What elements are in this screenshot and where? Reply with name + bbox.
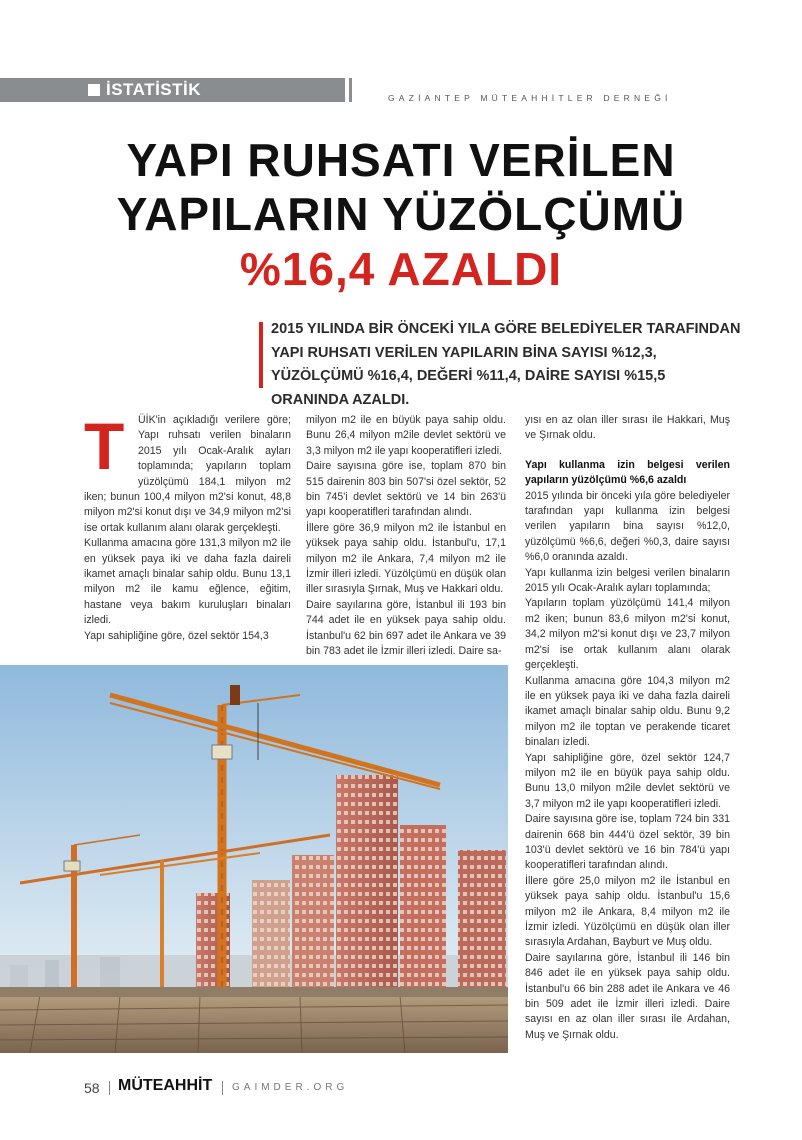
article-column-3 <box>525 413 730 1043</box>
article-column-1 <box>84 409 291 644</box>
paragraph: Yapı kullanma izin belgesi verilen binaların 2015 yılı Ocak-Aralık ayları toplamında; <box>525 566 730 595</box>
paragraph: Yapı sahipliğine göre, özel sektör 124,7 milyon m2 ile en büyük paya sahip oldu. Bunu 13,0 milyon m2ile devlet sektörü ve 3,7 milyon m2 ile yapı kooperatifleri izledi. <box>525 751 730 810</box>
paragraph: Daire sayısına göre ise, toplam 870 bin 515 dairenin 803 bin 507'si özel sektör, 52 bin 745'i devlet sektörü ve 14 bin 263'ü yapı kooperatifleri tarafından alındı. <box>306 460 506 519</box>
magazine-logo: MÜTEAHHİT <box>118 1077 213 1094</box>
drop-cap: T <box>84 409 125 483</box>
section-label: İSTATİSTİK <box>106 80 202 99</box>
square-bullet-icon <box>88 84 100 96</box>
headline-line-2: YAPILARIN YÜZÖLÇÜMÜ <box>116 188 686 240</box>
paragraph: İllere göre 25,0 milyon m2 ile İstanbul en yüksek paya sahip oldu. İstanbul'u 15,6 milyon m2 ile Ankara, 8,4 milyon m2 ile İzmir izledi. Yüzölçümü en düşük olan iller sırasıyla Ardahan, Bayburt ve Muş oldu. <box>525 874 730 949</box>
headline-line-1: YAPI RUHSATI VERİLEN <box>126 134 676 186</box>
paragraph: milyon m2 ile en büyük paya sahip oldu. Bunu 26,4 milyon m2ile devlet sektörü ve 3,3 milyon m2 ile yapı kooperatifleri izledi. <box>306 414 506 457</box>
footer-divider <box>109 1081 110 1095</box>
paragraph: Daire sayısına göre ise, toplam 724 bin 331 dairenin 668 bin 444'ü özel sektör, 39 bin 103'ü devlet sektörü ve 16 bin 784'ü yapı kooperatifleri tarafından alındı. <box>525 813 730 872</box>
paragraph: Yapı sahipliğine göre, özel sektör 154,3 <box>84 629 269 642</box>
lead-accent-bar <box>259 322 263 388</box>
website-link[interactable]: GAIMDER.ORG <box>232 1082 349 1093</box>
association-name: GAZİANTEP MÜTEAHHİTLER DERNEĞİ <box>388 93 672 103</box>
paragraph: Kullanma amacına göre 104,3 milyon m2 ile en yüksek paya iki ve daha fazla daireli ikamet amaçlı binalar sahip oldu. Bunu 9,2 milyon m2 ile toptan ve perakende ticaret binaları izledi. <box>525 674 730 749</box>
footer-divider <box>222 1081 223 1095</box>
paragraph: yısı en az olan iller sırası ile Hakkari, Muş ve Şırnak oldu. <box>525 414 730 442</box>
headline-line-3: %16,4 AZALDI <box>239 243 563 295</box>
section-divider <box>349 78 352 102</box>
paragraph: ÜİK'in açıkladığı verilere göre; Yapı ruhsatı verilen binaların 2015 yılı Ocak-Aralık ayları toplamında; yapıların toplam yüzölçümü 184,1 milyon m2 iken; bunun 100,4 milyon m2'si konut, 48,8 milyon m2'si konut dışı ve 34,9 milyon m2'si ise ortak kullanım alanı olarak gerçekleşti. <box>84 414 291 534</box>
article-column-2 <box>306 413 506 660</box>
paragraph: Kullanma amacına göre 131,3 milyon m2 ile en yüksek paya iki ve daha fazla daireli ikamet amaçlı binalar sahip oldu. Bunu 13,1 milyon m2 ile kamu eğlence, eğitim, hastane veya bakım kuruluşları binaları izledi. <box>84 537 291 627</box>
subheading: Yapı kullanma izin belgesi verilen yapıların yüzölçümü %6,6 azaldı <box>525 458 730 487</box>
construction-illustration <box>0 665 508 1053</box>
paragraph: Daire sayılarına göre, İstanbul ili 193 bin 744 adet ile en yüksek paya sahip oldu. İstanbul'u 62 bin 697 adet ile Ankara ve 39 bin 783 adet ile İzmir illeri izledi. Daire sa- <box>306 598 506 658</box>
construction-photo <box>0 665 508 1053</box>
paragraph: 2015 yılında bir önceki yıla göre belediyeler tarafından yapı kullanma izin belgesi verilen yapıların bina sayısı %12,0, yüzölçümü %6,6, değeri %0,3, daire sayısı %6,0 oranında azaldı. <box>525 489 730 564</box>
lead-paragraph: 2015 YILINDA BİR ÖNCEKİ YILA GÖRE BELEDİYELER TARAFINDAN YAPI RUHSATI VERİLEN YAPILARIN BİNA SAYISI %12,3, YÜZÖLÇÜMÜ %16,4, DEĞERİ %11,4, DAİRE SAYISI %15,5 ORANINDA AZALDI. <box>271 321 741 408</box>
paragraph: Daire sayılarına göre, İstanbul ili 146 bin 846 adet ile en yüksek paya sahip oldu. İstanbul'u 66 bin 288 adet ile Ankara ve 46 bin 509 adet ile İzmir illeri izledi. Daire sayısı en az olan iller sırası ile Ardahan, Muş ve Şırnak oldu. <box>525 951 730 1041</box>
paragraph: Yapıların toplam yüzölçümü 141,4 milyon m2 iken; bunun 83,6 milyon m2'si konut, 34,2 milyon m2'si konut dışı ve 23,7 milyon m2'si ise ortak kullanım alanı olarak gerçekleşti. <box>525 597 730 672</box>
paragraph: İllere göre 36,9 milyon m2 ile İstanbul en yüksek paya sahip oldu. İstanbul'u, 17,1 milyon m2 ile Ankara, 7,4 milyon m2 ile İzmir illeri izledi. Yüzölçümü en düşük olan iller sırasıyla Şırnak, Muş ve Hakkari oldu. <box>306 521 506 596</box>
page-number: 58 <box>84 1080 100 1096</box>
